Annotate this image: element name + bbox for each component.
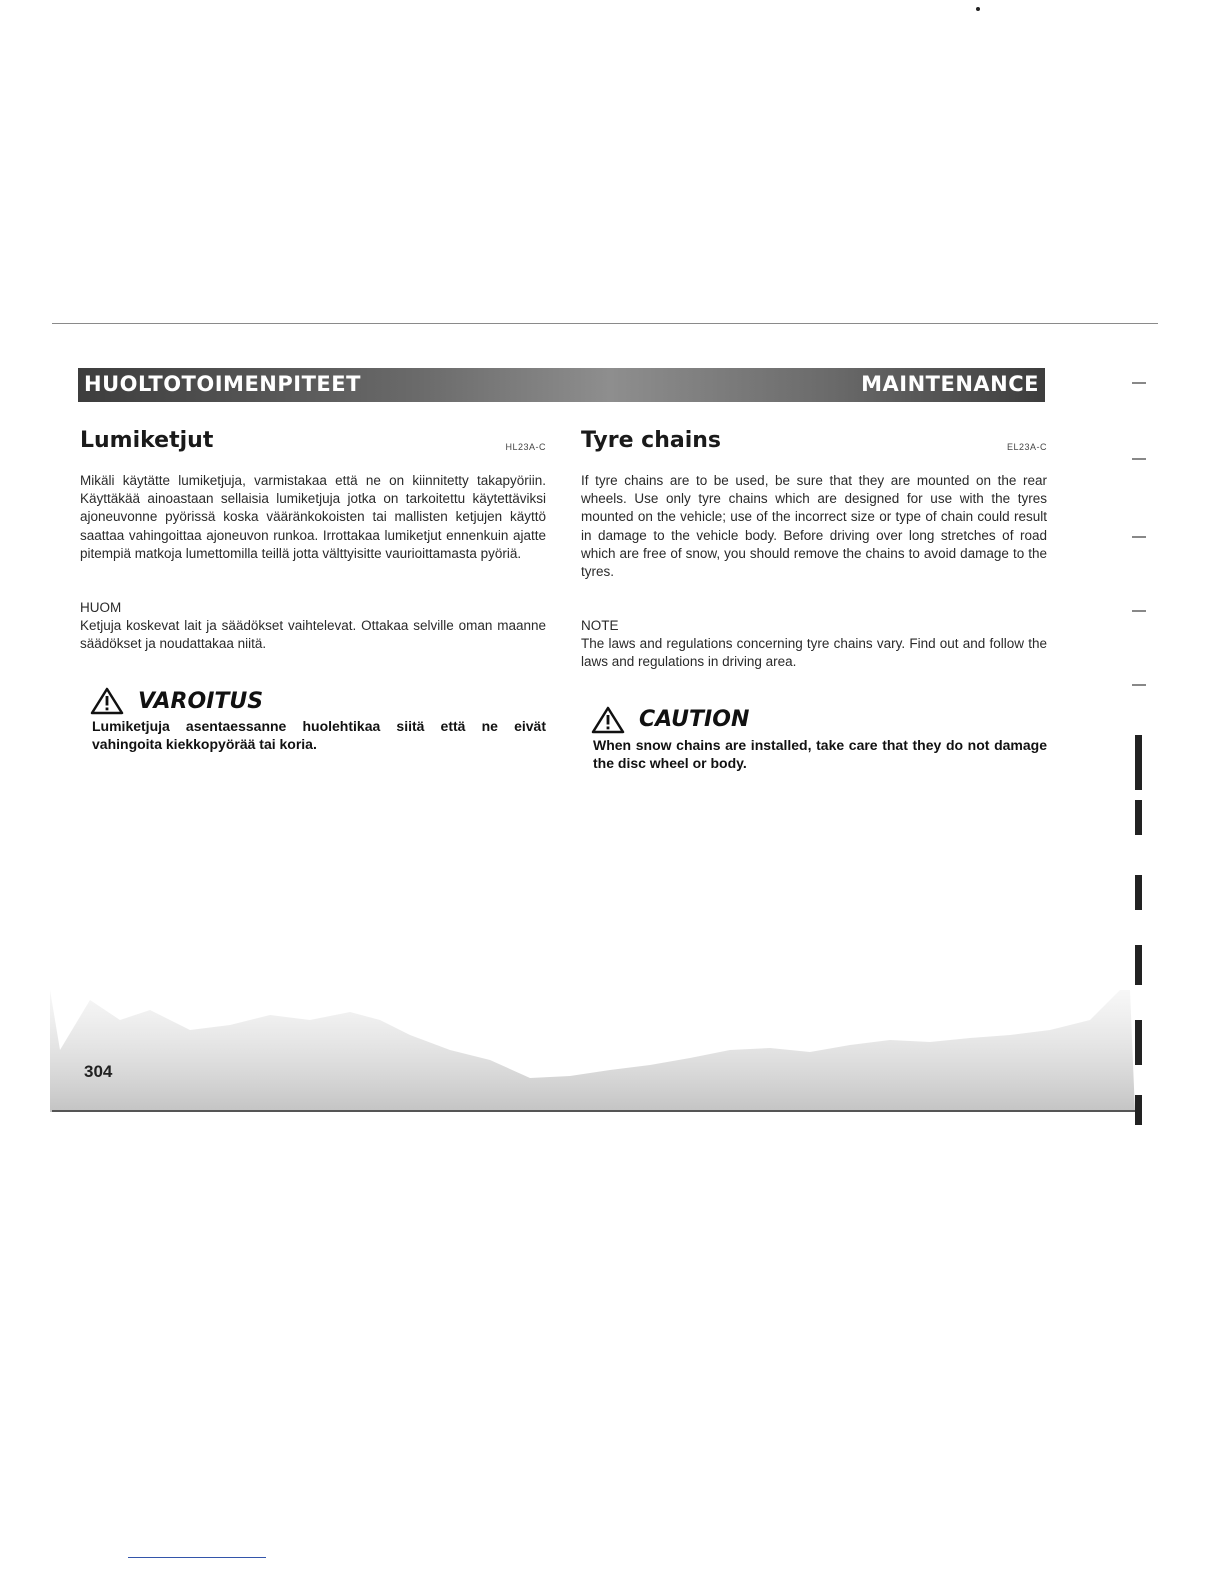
edge-tab <box>1135 1020 1142 1065</box>
edge-tab <box>1135 1095 1142 1125</box>
bottom-underline <box>128 1557 266 1558</box>
caution-heading <box>591 706 1047 734</box>
edge-tick <box>1132 610 1146 612</box>
warning-heading <box>90 687 546 715</box>
caution-text: When snow chains are installed, take care that they do not damage the disc wheel or body. <box>593 736 1047 771</box>
section-code: HL23A-C <box>505 442 546 452</box>
note-label: NOTE <box>581 618 619 634</box>
top-rule <box>52 323 1158 324</box>
edge-tab <box>1135 875 1142 910</box>
edge-tick <box>1132 536 1146 538</box>
scan-speck <box>976 7 980 11</box>
header-title-finnish: HUOLTOTOIMENPITEET <box>84 372 361 396</box>
edge-tick <box>1132 684 1146 686</box>
body-paragraph: If tyre chains are to be used, be sure that they are mounted on the rear wheels. Use only tyre chains which are designed for use with the tyres mounted on the vehicle; use of the incorrect size or type of chain could result in damage to the vehicle body. Before driving over long stretches of road which are free of snow, you should remove the chains to avoid damage to the tyres. <box>581 473 1047 580</box>
warning-title: VAROITUS <box>138 688 264 714</box>
scan-shadow-stain <box>50 990 1150 1112</box>
finnish-column <box>80 422 546 753</box>
edge-tick <box>1132 458 1146 460</box>
section-title: Tyre chains <box>581 428 722 453</box>
english-column <box>581 422 1047 772</box>
edge-tab <box>1135 735 1142 790</box>
edge-tick <box>1132 382 1146 384</box>
section-header-bar <box>78 368 1045 402</box>
caution-title: CAUTION <box>639 707 750 733</box>
warning-triangle-icon <box>591 706 625 734</box>
page-number: 304 <box>84 1062 113 1081</box>
bottom-rule <box>52 1110 1142 1112</box>
warning-triangle-icon <box>90 687 124 715</box>
note-label: HUOM <box>80 600 122 616</box>
edge-index-marks <box>1122 370 1152 1130</box>
header-title-english: MAINTENANCE <box>861 372 1039 396</box>
note-text: The laws and regulations concerning tyre chains vary. Find out and follow the laws and regulations in driving area. <box>581 636 1047 670</box>
body-paragraph: Mikäli käytätte lumiketjuja, varmistakaa että ne on kiinnitetty takapyöriin. Käyttäkää ainoastaan sellaisia lumiketjuja jotka on tarkoitettu käytettäviksi ajoneuvonne pyörissä koska vääränkokoisten tai mallisten ketjujen käyttö saattaa vahingoittaa ajoneuvon runkoa. Irrottakaa lumiketjut ennenkuin ajatte pitempiä matkoja lumettomilla teillä jotta välttyisitte vaurioittamasta pyöriä. <box>80 473 546 561</box>
note-text: Ketjuja koskevat lait ja säädökset vaihtelevat. Ottakaa selville oman maanne säädökset ja noudattakaa niitä. <box>80 618 546 652</box>
edge-tab <box>1135 800 1142 835</box>
warning-text: Lumiketjuja asentaessanne huolehtikaa siitä että ne eivät vahingoita kiekkopyörää tai koria. <box>92 718 546 753</box>
section-code: EL23A-C <box>1006 442 1047 452</box>
section-title: Lumiketjut <box>80 428 214 453</box>
edge-tab <box>1135 945 1142 985</box>
